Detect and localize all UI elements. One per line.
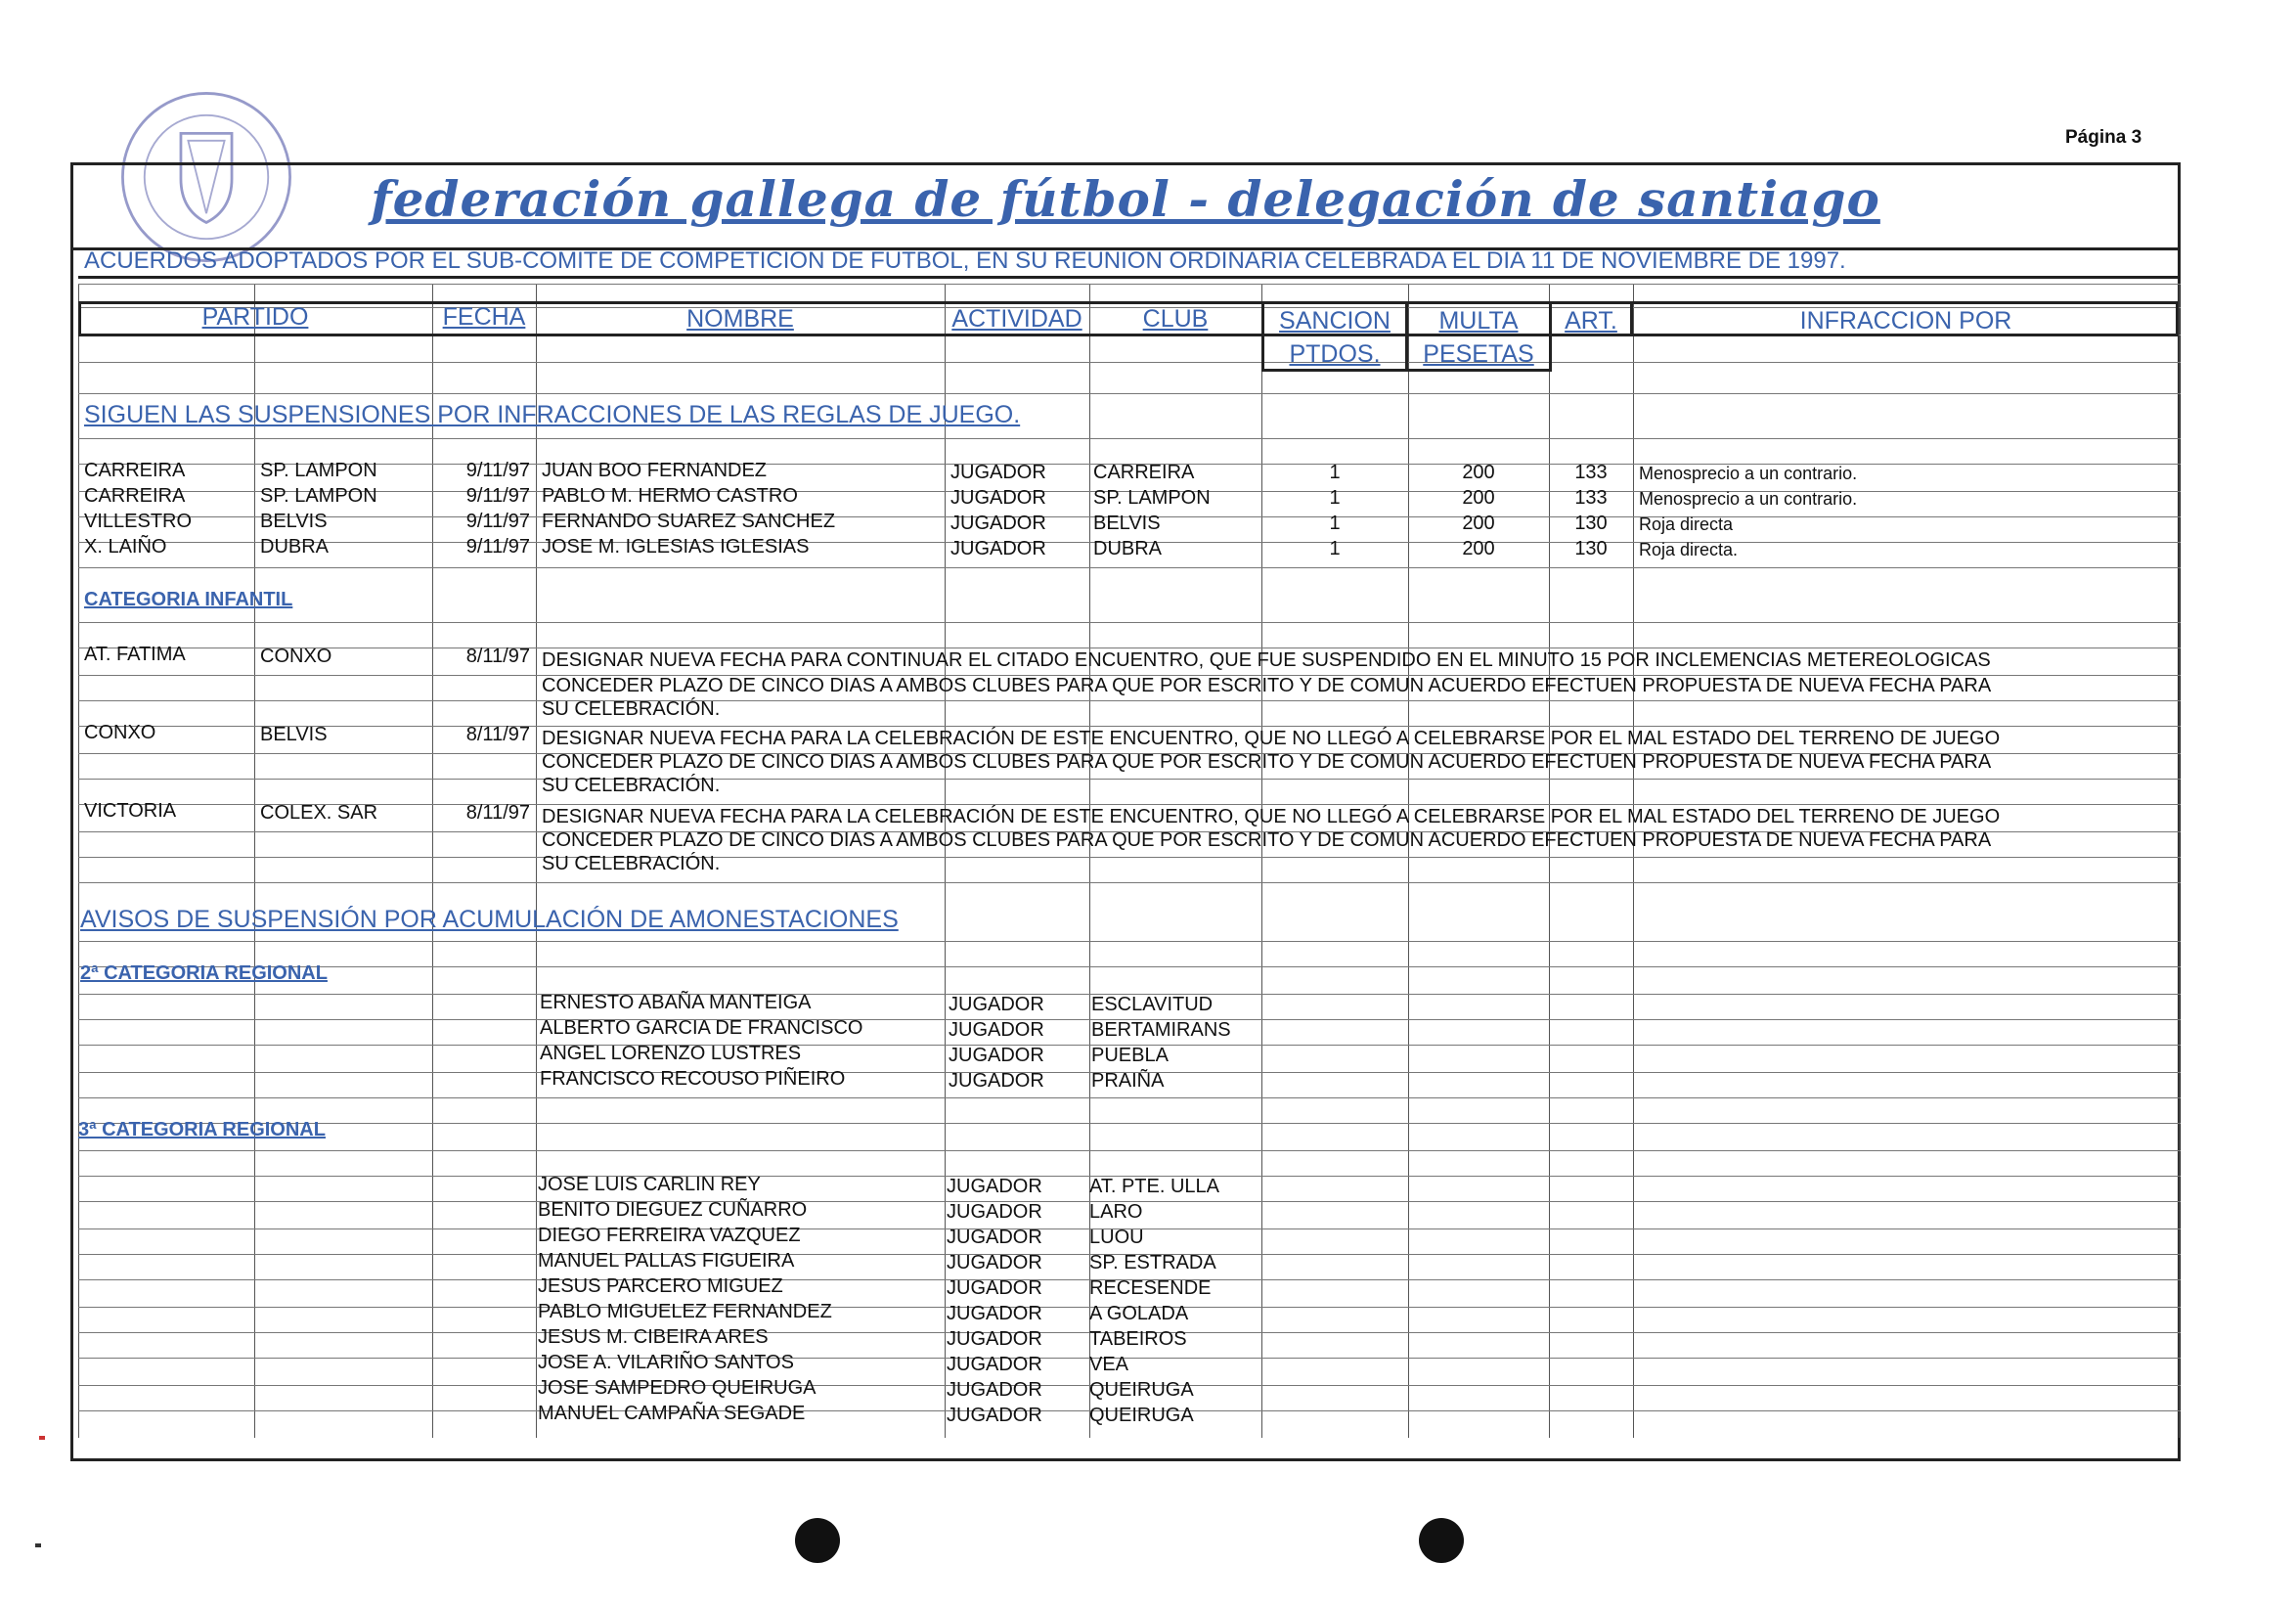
grid-line — [78, 966, 2181, 967]
fine-pesetas: 200 — [1462, 513, 1495, 534]
match-date: 8/11/97 — [465, 724, 530, 745]
activity: JUGADOR — [947, 1379, 1042, 1401]
category-title-3a-regional: 3ª CATEGORIA REGIONAL — [78, 1119, 326, 1140]
grid-line — [78, 284, 79, 1438]
resolution-text: CONCEDER PLAZO DE CINCO DIAS A AMBOS CLUBES PARA QUE POR ESCRITO Y DE COMUN ACUERDO EFECTUEN PROPUESTA DE NUEVA FECHA PARA — [542, 829, 1992, 851]
activity: JUGADOR — [949, 1019, 1044, 1041]
match-date: 9/11/97 — [465, 536, 530, 558]
player-name: PABLO MIGUELEZ FERNANDEZ — [538, 1301, 832, 1322]
scan-mark — [39, 1436, 45, 1440]
grid-line — [78, 882, 2181, 883]
resolution-text: SU CELEBRACIÓN. — [542, 775, 721, 796]
visiting-team: COLEX. SAR — [260, 802, 378, 824]
grid-line — [432, 284, 433, 1438]
player-name: PABLO M. HERMO CASTRO — [542, 485, 798, 507]
local-team: CARREIRA — [84, 460, 186, 481]
col-fecha: FECHA — [442, 303, 526, 331]
resolution-text: SU CELEBRACIÓN. — [542, 698, 721, 720]
match-date: 8/11/97 — [465, 802, 530, 824]
club: VEA — [1089, 1354, 1129, 1375]
match-date: 9/11/97 — [465, 485, 530, 507]
sanction-matches: 1 — [1329, 513, 1341, 534]
club: BELVIS — [1093, 513, 1161, 534]
activity: JUGADOR — [949, 1045, 1044, 1066]
grid-line — [78, 1097, 2181, 1098]
player-name: JUAN BOO FERNANDEZ — [542, 460, 768, 481]
match-date: 9/11/97 — [465, 511, 530, 532]
grid-line — [78, 1150, 2181, 1151]
local-team: CONXO — [84, 722, 156, 743]
infraction: Roja directa. — [1639, 540, 1739, 559]
club: CARREIRA — [1093, 462, 1195, 483]
activity: JUGADOR — [949, 994, 1044, 1015]
player-name: BENITO DIEGUEZ CUÑARRO — [538, 1199, 808, 1221]
club: TABEIROS — [1089, 1328, 1187, 1350]
activity: JUGADOR — [947, 1277, 1042, 1299]
fine-pesetas: 200 — [1462, 462, 1495, 483]
activity: JUGADOR — [950, 487, 1046, 509]
player-name: DIEGO FERREIRA VAZQUEZ — [538, 1225, 801, 1246]
grid-line — [2179, 284, 2180, 1438]
local-team: VICTORIA — [84, 800, 177, 822]
club: SP. LAMPON — [1093, 487, 1211, 509]
grid-line — [78, 393, 2181, 394]
activity: JUGADOR — [947, 1354, 1042, 1375]
col-partido: PARTIDO — [201, 303, 309, 331]
local-team: AT. FATIMA — [84, 644, 186, 665]
resolution-text: CONCEDER PLAZO DE CINCO DIAS A AMBOS CLUBES PARA QUE POR ESCRITO Y DE COMUN ACUERDO EFECTUEN PROPUESTA DE NUEVA FECHA PARA — [542, 751, 1992, 773]
club: PRAIÑA — [1091, 1070, 1165, 1092]
club: LUOU — [1089, 1227, 1144, 1248]
grid-line — [1633, 284, 1634, 1438]
col-nombre: NOMBRE — [686, 305, 794, 333]
col-sancion-unit: PTDOS. — [1289, 340, 1381, 368]
grid-line — [536, 284, 537, 1438]
col-club: CLUB — [1142, 305, 1209, 333]
grid-line — [78, 804, 2181, 805]
category-title-2a-regional: 2ª CATEGORIA REGIONAL — [80, 962, 328, 984]
infraction: Menosprecio a un contrario. — [1639, 489, 1858, 509]
club: PUEBLA — [1091, 1045, 1169, 1066]
subtitle-row — [78, 247, 2181, 279]
player-name: JOSE LUIS CARLIN REY — [538, 1174, 761, 1195]
player-name: JOSE SAMPEDRO QUEIRUGA — [538, 1377, 817, 1399]
visiting-team: DUBRA — [260, 536, 330, 558]
visiting-team: BELVIS — [260, 724, 328, 745]
activity: JUGADOR — [947, 1405, 1042, 1426]
category-title-infantil: CATEGORIA INFANTIL — [84, 589, 293, 610]
article: 130 — [1574, 538, 1608, 559]
infraction: Menosprecio a un contrario. — [1639, 464, 1858, 483]
player-name: FERNANDO SUAREZ SANCHEZ — [542, 511, 836, 532]
club: A GOLADA — [1089, 1303, 1189, 1324]
header-band — [70, 162, 2181, 250]
activity: JUGADOR — [950, 538, 1046, 559]
player-name: ANGEL LORENZO LUSTRES — [540, 1043, 802, 1064]
grid-line — [78, 779, 2181, 780]
grid-line — [1549, 284, 1550, 1438]
article: 133 — [1574, 462, 1608, 483]
local-team: VILLESTRO — [84, 511, 193, 532]
grid-line — [78, 941, 2181, 942]
fine-pesetas: 200 — [1462, 538, 1495, 559]
resolution-text: DESIGNAR NUEVA FECHA PARA CONTINUAR EL CITADO ENCUENTRO, QUE FUE SUSPENDIDO EN EL MINUTO 15 POR INCLEMENCIAS METEREOLOGICAS — [542, 649, 1991, 671]
activity: JUGADOR — [950, 462, 1046, 483]
sanction-matches: 1 — [1329, 462, 1341, 483]
player-name: ALBERTO GARCIA DE FRANCISCO — [540, 1017, 863, 1039]
club: ESCLAVITUD — [1091, 994, 1214, 1015]
grid-line — [78, 362, 2181, 363]
local-team: CARREIRA — [84, 485, 186, 507]
club: AT. PTE. ULLA — [1089, 1176, 1220, 1197]
section-title-suspensiones: SIGUEN LAS SUSPENSIONES POR INFRACCIONES DE LAS REGLAS DE JUEGO. — [84, 401, 1021, 428]
club: QUEIRUGA — [1089, 1405, 1194, 1426]
sanction-matches: 1 — [1329, 538, 1341, 559]
player-name: MANUEL CAMPAÑA SEGADE — [538, 1403, 806, 1424]
col-multa: MULTA — [1438, 307, 1519, 335]
grid-line — [78, 1358, 2181, 1359]
grid-line — [78, 284, 2181, 285]
club: RECESENDE — [1089, 1277, 1212, 1299]
player-name: JESUS M. CIBEIRA ARES — [538, 1326, 769, 1348]
header-title: federación gallega de fútbol - delegación de santiago — [371, 170, 1880, 228]
match-date: 8/11/97 — [465, 646, 530, 667]
grid-line — [78, 700, 2181, 701]
activity: JUGADOR — [950, 513, 1046, 534]
club: SP. ESTRADA — [1089, 1252, 1216, 1273]
subtitle: ACUERDOS ADOPTADOS POR EL SUB-COMITE DE COMPETICION DE FUTBOL, EN SU REUNION ORDINARIA CELEBRADA EL DIA 11 DE NOVIEMBRE DE 1997. — [84, 247, 1846, 274]
sanction-matches: 1 — [1329, 487, 1341, 509]
grid-line — [78, 1123, 2181, 1124]
player-name: MANUEL PALLAS FIGUEIRA — [538, 1250, 795, 1272]
section-title-avisos: AVISOS DE SUSPENSIÓN POR ACUMULACIÓN DE AMONESTACIONES — [80, 906, 899, 933]
grid-line — [945, 284, 946, 1438]
resolution-text: DESIGNAR NUEVA FECHA PARA LA CELEBRACIÓN DE ESTE ENCUENTRO, QUE NO LLEGÓ A CELEBRARSE POR EL MAL ESTADO DEL TERRENO DE JUEGO — [542, 806, 2001, 827]
col-actividad: ACTIVIDAD — [951, 305, 1082, 333]
grid-line — [254, 284, 255, 1438]
article: 133 — [1574, 487, 1608, 509]
player-name: ERNESTO ABAÑA MANTEIGA — [540, 992, 812, 1013]
activity: JUGADOR — [947, 1227, 1042, 1248]
visiting-team: BELVIS — [260, 511, 328, 532]
club: BERTAMIRANS — [1091, 1019, 1231, 1041]
grid-line — [78, 622, 2181, 623]
activity: JUGADOR — [947, 1176, 1042, 1197]
col-infraccion: INFRACCION POR — [1799, 307, 2012, 335]
resolution-text: DESIGNAR NUEVA FECHA PARA LA CELEBRACIÓN DE ESTE ENCUENTRO, QUE NO LLEGÓ A CELEBRARSE POR EL MAL ESTADO DEL TERRENO DE JUEGO — [542, 728, 2001, 749]
club: DUBRA — [1093, 538, 1163, 559]
binder-hole — [795, 1518, 840, 1563]
grid-line — [1261, 284, 1262, 1438]
local-team: X. LAIÑO — [84, 536, 167, 558]
club: QUEIRUGA — [1089, 1379, 1194, 1401]
page-label: Página 3 — [2065, 127, 2142, 148]
binder-hole — [1419, 1518, 1464, 1563]
activity: JUGADOR — [947, 1328, 1042, 1350]
activity: JUGADOR — [947, 1252, 1042, 1273]
grid-line — [1408, 284, 1409, 1438]
fine-pesetas: 200 — [1462, 487, 1495, 509]
col-multa-unit: PESETAS — [1423, 340, 1534, 368]
resolution-text: CONCEDER PLAZO DE CINCO DIAS A AMBOS CLUBES PARA QUE POR ESCRITO Y DE COMUN ACUERDO EFECTUEN PROPUESTA DE NUEVA FECHA PARA — [542, 675, 1992, 696]
activity: JUGADOR — [949, 1070, 1044, 1092]
grid-line — [78, 567, 2181, 568]
resolution-text: SU CELEBRACIÓN. — [542, 853, 721, 874]
club: LARO — [1089, 1201, 1143, 1223]
visiting-team: SP. LAMPON — [260, 460, 377, 481]
col-sancion: SANCION — [1279, 307, 1391, 335]
scan-mark — [35, 1543, 41, 1547]
visiting-team: CONXO — [260, 646, 332, 667]
sanctions-table — [78, 284, 2181, 1438]
player-name: JOSE A. VILARIÑO SANTOS — [538, 1352, 794, 1373]
activity: JUGADOR — [947, 1201, 1042, 1223]
col-art: ART. — [1565, 307, 1617, 335]
infraction: Roja directa — [1639, 514, 1734, 534]
player-name: FRANCISCO RECOUSO PIÑEIRO — [540, 1068, 846, 1090]
player-name: JOSE M. IGLESIAS IGLESIAS — [542, 536, 810, 558]
activity: JUGADOR — [947, 1303, 1042, 1324]
player-name: JESUS PARCERO MIGUEZ — [538, 1275, 783, 1297]
article: 130 — [1574, 513, 1608, 534]
grid-line — [78, 726, 2181, 727]
match-date: 9/11/97 — [465, 460, 530, 481]
grid-line — [78, 857, 2181, 858]
grid-line — [78, 438, 2181, 439]
visiting-team: SP. LAMPON — [260, 485, 377, 507]
